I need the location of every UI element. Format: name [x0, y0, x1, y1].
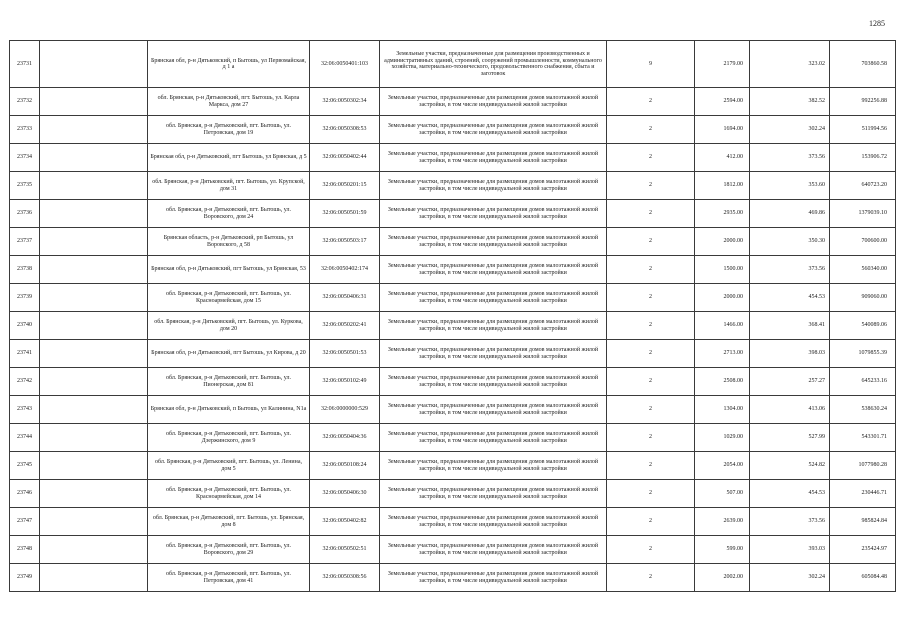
group-code-cell: 2: [607, 508, 695, 536]
cadastral-number-cell: 32:06:0050402:44: [310, 144, 380, 172]
address-cell: обл. Брянская, р-н Дятьковский, пгт. Бытошь, ул. Дзержинского, дом 9: [148, 424, 310, 452]
address-cell: Брянская обл, р-н Дятьковский, пгт Бытошь, ул Брянская, 53: [148, 256, 310, 284]
address-cell: обл. Брянская, р-н Дятьковский, пгт. Бытошь, ул. Воровского, дом 24: [148, 200, 310, 228]
area-cell: 2000.00: [695, 284, 750, 312]
spacer-cell: [40, 564, 148, 592]
table-row: [10, 368, 896, 396]
group-code-cell: 2: [607, 172, 695, 200]
record-number-cell: 23746: [10, 480, 40, 508]
specific-value-cell: 454.53: [750, 284, 830, 312]
land-use-category-cell: Земельные участки, предназначенные для размещения производственных и административных зданий, строений, сооружений промышленности, коммунального хозяйства, материально-технического, продовольственного снабжения, сбыта и заготовок: [380, 41, 607, 88]
specific-value-cell: 350.30: [750, 228, 830, 256]
area-cell: 507.00: [695, 480, 750, 508]
spacer-cell: [40, 256, 148, 284]
spacer-cell: [40, 228, 148, 256]
address-cell: обл. Брянская, р-н Дятьковский, пгт. Бытошь, ул. Петровская, дом 19: [148, 116, 310, 144]
cadastral-value-cell: 909060.00: [830, 284, 896, 312]
cadastral-number-cell: 32:06:0050404:36: [310, 424, 380, 452]
table-row: [10, 312, 896, 340]
table-body: [10, 41, 896, 592]
land-use-category-cell: Земельные участки, предназначенные для размещения домов малоэтажной жилой застройки, в том числе индивидуальной жилой застройки: [380, 284, 607, 312]
table-row: [10, 41, 896, 88]
specific-value-cell: 454.53: [750, 480, 830, 508]
group-code-cell: 9: [607, 41, 695, 88]
group-code-cell: 2: [607, 452, 695, 480]
specific-value-cell: 302.24: [750, 116, 830, 144]
area-cell: 1029.00: [695, 424, 750, 452]
table-row: [10, 340, 896, 368]
cadastral-value-cell: 605084.48: [830, 564, 896, 592]
cadastral-number-cell: 32:06:0050406:30: [310, 480, 380, 508]
group-code-cell: 2: [607, 144, 695, 172]
spacer-cell: [40, 284, 148, 312]
spacer-cell: [40, 424, 148, 452]
address-cell: Брянская обл, р-н Дятьковский, пгт Бытошь, ул Брянская, д 5: [148, 144, 310, 172]
group-code-cell: 2: [607, 228, 695, 256]
group-code-cell: 2: [607, 284, 695, 312]
address-cell: Брянская область, р-н Дятьковский, рп Бытошь, ул Воровского, д 58: [148, 228, 310, 256]
cadastral-number-cell: 32:06:0050401:103: [310, 41, 380, 88]
cadastral-value-cell: 645233.16: [830, 368, 896, 396]
land-use-category-cell: Земельные участки, предназначенные для размещения домов малоэтажной жилой застройки, в том числе индивидуальной жилой застройки: [380, 144, 607, 172]
area-cell: 1466.00: [695, 312, 750, 340]
record-number-cell: 23749: [10, 564, 40, 592]
cadastral-number-cell: 32:06:0050308:53: [310, 116, 380, 144]
specific-value-cell: 524.82: [750, 452, 830, 480]
land-use-category-cell: Земельные участки, предназначенные для размещения домов малоэтажной жилой застройки, в том числе индивидуальной жилой застройки: [380, 200, 607, 228]
specific-value-cell: 469.86: [750, 200, 830, 228]
area-cell: 2054.00: [695, 452, 750, 480]
cadastral-value-cell: 153906.72: [830, 144, 896, 172]
address-cell: обл. Брянская, р-н Дятьковский, пгт. Бытошь, ул. Петровская, дом 41: [148, 564, 310, 592]
spacer-cell: [40, 480, 148, 508]
land-use-category-cell: Земельные участки, предназначенные для размещения домов малоэтажной жилой застройки, в том числе индивидуальной жилой застройки: [380, 256, 607, 284]
area-cell: 2179.00: [695, 41, 750, 88]
cadastral-number-cell: 32:06:0050402:82: [310, 508, 380, 536]
address-cell: обл. Брянская, р-н Дятьковский, пгт. Бытошь, ул. Красноармейская, дом 15: [148, 284, 310, 312]
area-cell: 2594.00: [695, 88, 750, 116]
table-row: [10, 536, 896, 564]
spacer-cell: [40, 41, 148, 88]
area-cell: 599.00: [695, 536, 750, 564]
group-code-cell: 2: [607, 564, 695, 592]
table-row: [10, 564, 896, 592]
area-cell: 2713.00: [695, 340, 750, 368]
cadastral-value-cell: 1077980.28: [830, 452, 896, 480]
address-cell: Брянская обл, р-н Дятьковский, пгт Бытошь, ул Кирова, д 20: [148, 340, 310, 368]
record-number-cell: 23731: [10, 41, 40, 88]
table-row: [10, 144, 896, 172]
record-number-cell: 23747: [10, 508, 40, 536]
cadastral-value-cell: 992256.88: [830, 88, 896, 116]
specific-value-cell: 527.99: [750, 424, 830, 452]
address-cell: Брянская обл, р-н Дятьковский, п Бытошь, ул Калинина, N1а: [148, 396, 310, 424]
record-number-cell: 23745: [10, 452, 40, 480]
cadastral-value-cell: 703860.58: [830, 41, 896, 88]
specific-value-cell: 368.41: [750, 312, 830, 340]
spacer-cell: [40, 172, 148, 200]
group-code-cell: 2: [607, 200, 695, 228]
record-number-cell: 23732: [10, 88, 40, 116]
table-row: [10, 228, 896, 256]
cadastral-value-cell: 511994.56: [830, 116, 896, 144]
record-number-cell: 23736: [10, 200, 40, 228]
cadastral-value-cell: 1379039.10: [830, 200, 896, 228]
land-use-category-cell: Земельные участки, предназначенные для размещения домов малоэтажной жилой застройки, в том числе индивидуальной жилой застройки: [380, 396, 607, 424]
spacer-cell: [40, 536, 148, 564]
group-code-cell: 2: [607, 88, 695, 116]
record-number-cell: 23741: [10, 340, 40, 368]
record-number-cell: 23738: [10, 256, 40, 284]
land-use-category-cell: Земельные участки, предназначенные для размещения домов малоэтажной жилой застройки, в том числе индивидуальной жилой застройки: [380, 340, 607, 368]
address-cell: обл. Брянская, р-н Дятьковский, пгт. Бытошь, ул. Красноармейская, дом 14: [148, 480, 310, 508]
spacer-cell: [40, 200, 148, 228]
land-use-category-cell: Земельные участки, предназначенные для размещения домов малоэтажной жилой застройки, в том числе индивидуальной жилой застройки: [380, 508, 607, 536]
cadastral-value-cell: 700600.00: [830, 228, 896, 256]
specific-value-cell: 373.56: [750, 256, 830, 284]
table-row: [10, 396, 896, 424]
spacer-cell: [40, 312, 148, 340]
cadastral-value-cell: 230446.71: [830, 480, 896, 508]
group-code-cell: 2: [607, 424, 695, 452]
table-row: [10, 200, 896, 228]
group-code-cell: 2: [607, 396, 695, 424]
cadastral-value-cell: 640723.20: [830, 172, 896, 200]
address-cell: обл. Брянская, р-н Дятьковский, пгт. Бытошь, ул. Пионерская, дом 81: [148, 368, 310, 396]
group-code-cell: 2: [607, 340, 695, 368]
area-cell: 412.00: [695, 144, 750, 172]
group-code-cell: 2: [607, 116, 695, 144]
record-number-cell: 23748: [10, 536, 40, 564]
land-use-category-cell: Земельные участки, предназначенные для размещения домов малоэтажной жилой застройки, в том числе индивидуальной жилой застройки: [380, 564, 607, 592]
address-cell: обл. Брянская, р-н Дятьковский, пгт. Бытошь, ул. Воровского, дом 29: [148, 536, 310, 564]
table-row: [10, 284, 896, 312]
page-number: 1285: [869, 19, 885, 28]
address-cell: обл. Брянская, р-н Дятьковский, пгт. Бытошь, ул. Крупской, дом 31: [148, 172, 310, 200]
group-code-cell: 2: [607, 536, 695, 564]
record-number-cell: 23744: [10, 424, 40, 452]
address-cell: обл. Брянская, р-н Дятьковский, пгт. Бытошь, ул. Брянская, дом 8: [148, 508, 310, 536]
spacer-cell: [40, 144, 148, 172]
specific-value-cell: 257.27: [750, 368, 830, 396]
cadastral-number-cell: 32:06:0050406:31: [310, 284, 380, 312]
cadastral-number-cell: 32:06:0050501:53: [310, 340, 380, 368]
cadastral-value-cell: 985824.84: [830, 508, 896, 536]
land-use-category-cell: Земельные участки, предназначенные для размещения домов малоэтажной жилой застройки, в том числе индивидуальной жилой застройки: [380, 536, 607, 564]
area-cell: 1304.00: [695, 396, 750, 424]
specific-value-cell: 398.03: [750, 340, 830, 368]
cadastral-number-cell: 32:06:0050402:174: [310, 256, 380, 284]
spacer-cell: [40, 88, 148, 116]
land-use-category-cell: Земельные участки, предназначенные для размещения домов малоэтажной жилой застройки, в том числе индивидуальной жилой застройки: [380, 480, 607, 508]
cadastral-number-cell: 32:06:0050503:17: [310, 228, 380, 256]
cadastral-number-cell: 32:06:0050201:15: [310, 172, 380, 200]
record-number-cell: 23734: [10, 144, 40, 172]
spacer-cell: [40, 368, 148, 396]
specific-value-cell: 413.06: [750, 396, 830, 424]
cadastral-number-cell: 32:06:0000000:529: [310, 396, 380, 424]
area-cell: 2508.00: [695, 368, 750, 396]
land-use-category-cell: Земельные участки, предназначенные для размещения домов малоэтажной жилой застройки, в том числе индивидуальной жилой застройки: [380, 228, 607, 256]
table-row: [10, 424, 896, 452]
specific-value-cell: 382.52: [750, 88, 830, 116]
cadastral-number-cell: 32:06:0050501:59: [310, 200, 380, 228]
land-use-category-cell: Земельные участки, предназначенные для размещения домов малоэтажной жилой застройки, в том числе индивидуальной жилой застройки: [380, 88, 607, 116]
area-cell: 2000.00: [695, 228, 750, 256]
cadastral-number-cell: 32:06:0050308:56: [310, 564, 380, 592]
cadastral-value-table: [9, 40, 896, 592]
area-cell: 2935.00: [695, 200, 750, 228]
spacer-cell: [40, 116, 148, 144]
table-row: [10, 88, 896, 116]
spacer-cell: [40, 452, 148, 480]
specific-value-cell: 373.56: [750, 508, 830, 536]
cadastral-number-cell: 32:06:0050202:41: [310, 312, 380, 340]
spacer-cell: [40, 340, 148, 368]
cadastral-number-cell: 32:06:0050502:51: [310, 536, 380, 564]
address-cell: обл. Брянская, р-н Дятьковский, пгт. Бытошь, ул. Ленина, дом 5: [148, 452, 310, 480]
specific-value-cell: 373.56: [750, 144, 830, 172]
area-cell: 2639.00: [695, 508, 750, 536]
cadastral-number-cell: 32:06:0050302:34: [310, 88, 380, 116]
spacer-cell: [40, 508, 148, 536]
land-use-category-cell: Земельные участки, предназначенные для размещения домов малоэтажной жилой застройки, в том числе индивидуальной жилой застройки: [380, 368, 607, 396]
address-cell: Брянская обл, р-н Дятьковский, п Бытошь, ул Первомайская, д 1 а: [148, 41, 310, 88]
land-use-category-cell: Земельные участки, предназначенные для размещения домов малоэтажной жилой застройки, в том числе индивидуальной жилой застройки: [380, 172, 607, 200]
record-number-cell: 23742: [10, 368, 40, 396]
table-row: [10, 172, 896, 200]
record-number-cell: 23737: [10, 228, 40, 256]
cadastral-value-cell: 543301.71: [830, 424, 896, 452]
spacer-cell: [40, 396, 148, 424]
record-number-cell: 23739: [10, 284, 40, 312]
area-cell: 1500.00: [695, 256, 750, 284]
address-cell: обл. Брянская, р-н Дятьковский, пгт. Бытошь, ул. Карла Маркса, дом 27: [148, 88, 310, 116]
address-cell: обл. Брянская, р-н Дятьковский, пгт. Бытошь, ул. Куркова, дом 20: [148, 312, 310, 340]
cadastral-value-cell: 235424.97: [830, 536, 896, 564]
record-number-cell: 23735: [10, 172, 40, 200]
cadastral-number-cell: 32:06:0050108:24: [310, 452, 380, 480]
land-use-category-cell: Земельные участки, предназначенные для размещения домов малоэтажной жилой застройки, в том числе индивидуальной жилой застройки: [380, 312, 607, 340]
area-cell: 2002.00: [695, 564, 750, 592]
specific-value-cell: 323.02: [750, 41, 830, 88]
record-number-cell: 23733: [10, 116, 40, 144]
area-cell: 1812.00: [695, 172, 750, 200]
group-code-cell: 2: [607, 256, 695, 284]
land-use-category-cell: Земельные участки, предназначенные для размещения домов малоэтажной жилой застройки, в том числе индивидуальной жилой застройки: [380, 116, 607, 144]
cadastral-value-cell: 538630.24: [830, 396, 896, 424]
table-row: [10, 116, 896, 144]
table-row: [10, 480, 896, 508]
cadastral-value-cell: 560340.00: [830, 256, 896, 284]
table-row: [10, 508, 896, 536]
cadastral-value-cell: 1079855.39: [830, 340, 896, 368]
area-cell: 1694.00: [695, 116, 750, 144]
land-use-category-cell: Земельные участки, предназначенные для размещения домов малоэтажной жилой застройки, в том числе индивидуальной жилой застройки: [380, 424, 607, 452]
cadastral-value-cell: 540089.06: [830, 312, 896, 340]
group-code-cell: 2: [607, 480, 695, 508]
specific-value-cell: 353.60: [750, 172, 830, 200]
record-number-cell: 23740: [10, 312, 40, 340]
table-row: [10, 256, 896, 284]
specific-value-cell: 393.03: [750, 536, 830, 564]
specific-value-cell: 302.24: [750, 564, 830, 592]
group-code-cell: 2: [607, 368, 695, 396]
table-row: [10, 452, 896, 480]
cadastral-number-cell: 32:06:0050102:49: [310, 368, 380, 396]
land-use-category-cell: Земельные участки, предназначенные для размещения домов малоэтажной жилой застройки, в том числе индивидуальной жилой застройки: [380, 452, 607, 480]
group-code-cell: 2: [607, 312, 695, 340]
record-number-cell: 23743: [10, 396, 40, 424]
